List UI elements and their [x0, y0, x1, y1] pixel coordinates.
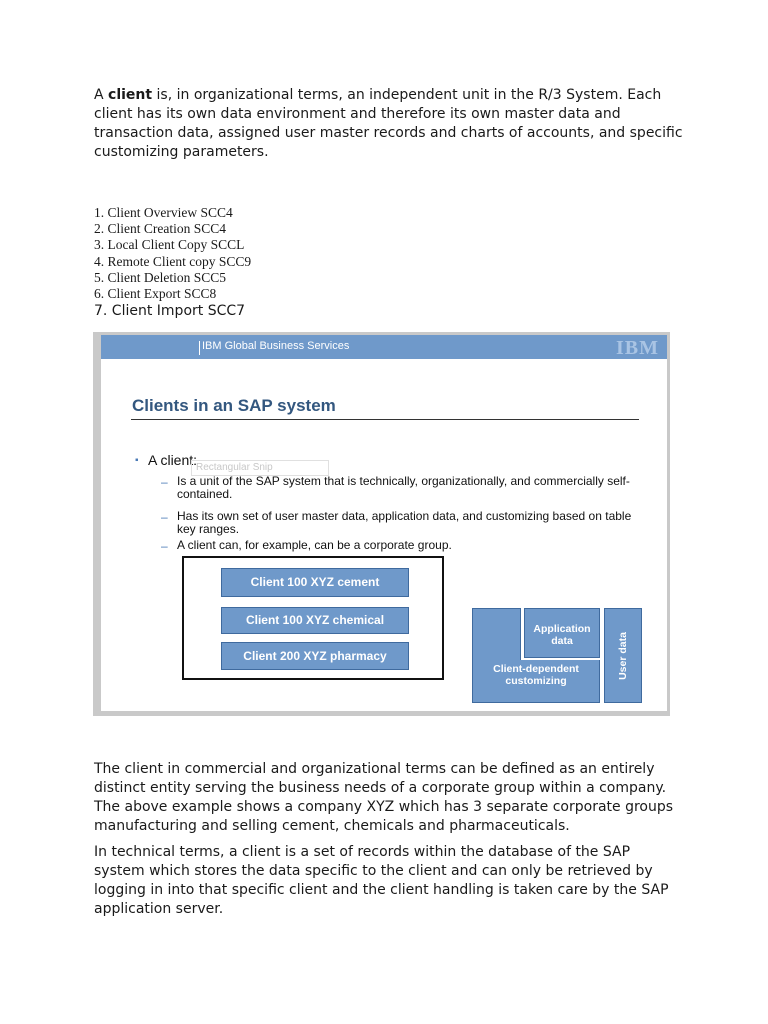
- dash-icon: –: [161, 475, 168, 489]
- sub-bullet: Has its own set of user master data, application data, and customizing based on table key ranges.: [177, 509, 632, 536]
- list-item: 4. Remote Client copy SCC9: [94, 253, 252, 269]
- dash-icon: –: [161, 510, 168, 524]
- client-box-chemical: Client 100 XYZ chemical: [221, 607, 409, 634]
- intro-text: is, in organizational terms, an independent unit in the R/3 System. Each client has its own data environment and therefore its own master data and transaction data, assigned user master records and charts of accounts, and specific customizing parameters.: [94, 87, 683, 160]
- ibm-logo: IBM: [616, 337, 659, 359]
- dash-icon: –: [161, 539, 168, 553]
- list-item: 1. Client Overview SCC4: [94, 205, 233, 220]
- body-paragraph: In technical terms, a client is a set of records within the database of the SAP system which stores the data specific to the client and can only be retrieved by logging in into that specific client and the client handling is taken care by the SAP application server.: [94, 844, 669, 917]
- client-box-cement: Client 100 XYZ cement: [221, 568, 409, 597]
- body-paragraph: The client in commercial and organizational terms can be defined as an entirely distinct entity serving the business needs of a corporate group within a company. The above example shows a company XYZ which has 3 separate corporate groups manufacturing and selling cement, chemicals and pharmaceuticals.: [94, 761, 674, 834]
- list-item: 2. Client Creation SCC4: [94, 221, 227, 237]
- list-item: 7. Client Import SCC7: [94, 303, 246, 320]
- embedded-slide-image: [93, 332, 670, 716]
- header-text: IBM Global Business Services: [202, 340, 350, 352]
- slide-header-bar: [101, 335, 667, 359]
- intro-prefix: A: [94, 87, 109, 103]
- user-data-block: [604, 608, 642, 703]
- user-data-label: User data: [617, 631, 629, 680]
- sub-bullet: Is a unit of the SAP system that is technically, organizationally, and commercially self- contained.: [177, 474, 630, 501]
- intro-bold-term: client: [108, 87, 153, 103]
- rectangular-snip-label: Rectangular Snip: [191, 460, 329, 476]
- client-box-pharmacy: Client 200 XYZ pharmacy: [221, 642, 409, 670]
- slide-title: Clients in an SAP system: [132, 396, 336, 415]
- list-item: 3. Local Client Copy SCCL: [94, 237, 245, 253]
- header-divider: [199, 341, 200, 355]
- bullet-square-icon: ▪: [135, 455, 139, 466]
- list-item: 6. Client Export SCC8: [94, 286, 217, 302]
- customizing-block: Client-dependent customizing: [472, 660, 600, 703]
- application-data-block: Application data: [524, 608, 600, 658]
- list-item: 5. Client Deletion SCC5: [94, 269, 227, 285]
- slide-canvas: [101, 335, 667, 711]
- intro-paragraph: [94, 86, 684, 162]
- transaction-list: [94, 205, 251, 320]
- sub-bullet: A client can, for example, can be a corporate group.: [177, 538, 452, 552]
- bullet-text: A client:: [148, 452, 198, 468]
- title-divider: [131, 419, 639, 420]
